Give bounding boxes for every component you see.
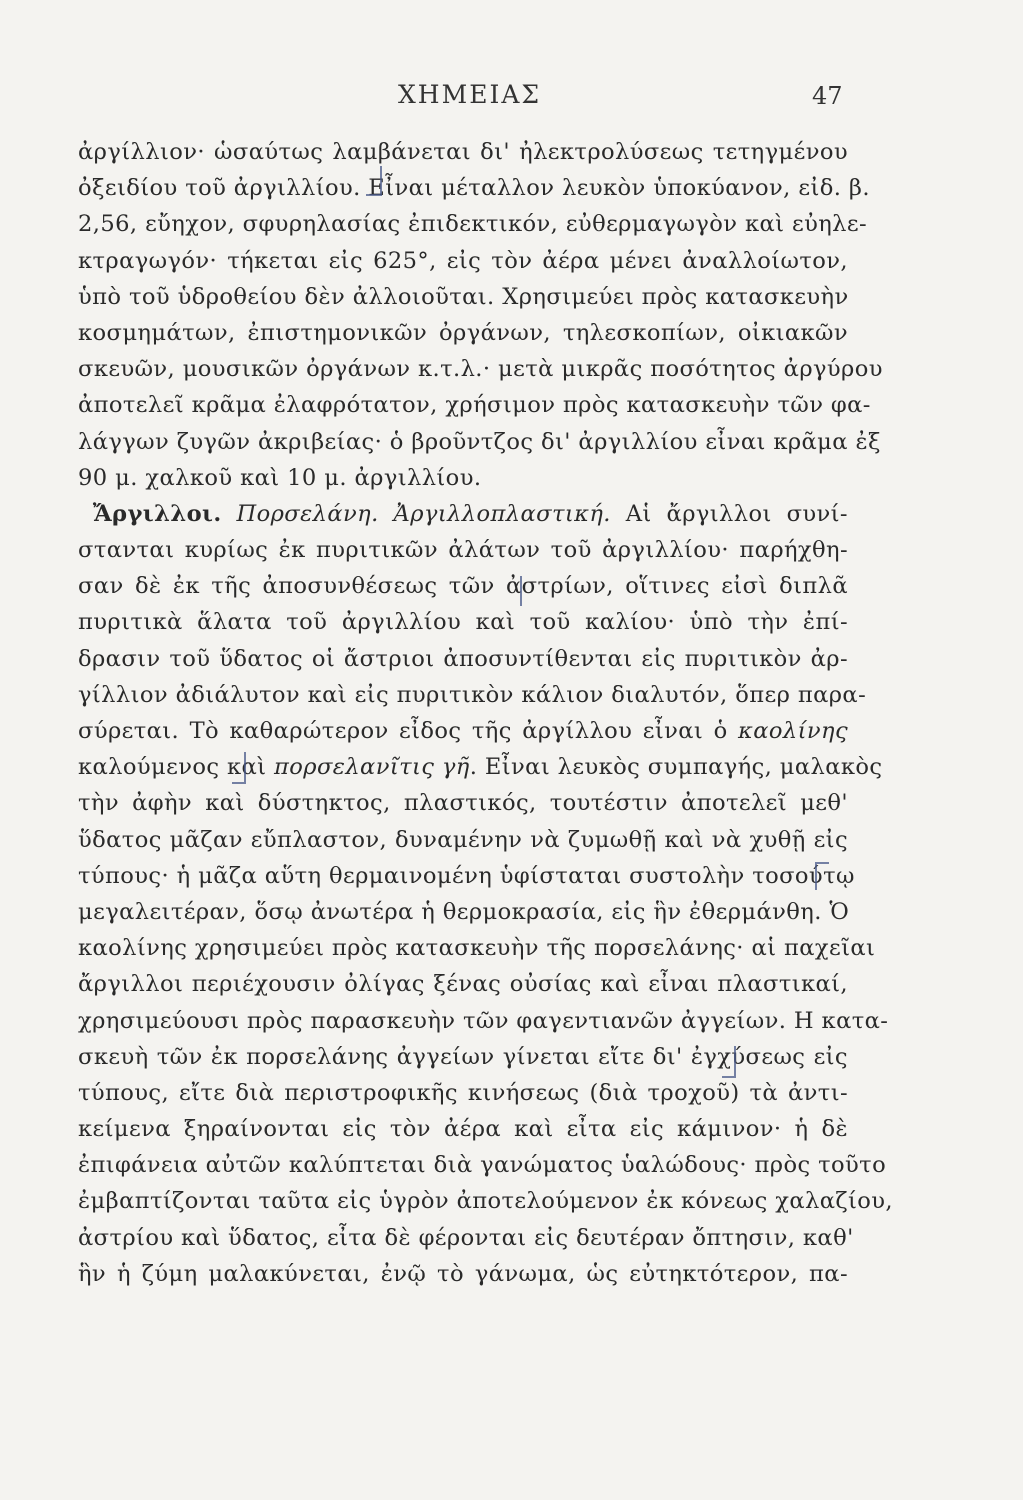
line-text: καλούμενος καὶ: [78, 754, 267, 781]
text-line: σκευὴ τῶν ἐκ πορσελάνης ἀγγείων γίνεται εἴτε δι' ἐγχύσεως εἰς: [78, 1043, 848, 1070]
text-line: ἀποτελεῖ κρᾶμα ἐλαφρότατον, χρήσιμον πρὸς κατασκευὴν τῶν φα-: [78, 392, 871, 419]
text-line: ἀργίλλιον· ὡσαύτως λαμβάνεται δι' ἠλεκτρολύσεως τετηγμένου: [78, 139, 848, 165]
entry-subtitle: Πορσελάνη. Ἀργιλλοπλαστική.: [236, 500, 611, 527]
term-porselanitis: πορσελανῖτις γῆ: [274, 754, 470, 781]
line-text: σύρεται. Τὸ καθαρώτερον εἶδος τῆς ἀργίλλου εἶναι ὁ: [78, 718, 728, 744]
running-header: [0, 80, 1023, 120]
text-line: λάγγων ζυγῶν ἀκριβείας· ὁ βροῦντζος δι' ἀργιλλίου εἶναι κρᾶμα ἐξ: [78, 428, 881, 455]
text-line: κοσμημάτων, ἐπιστημονικῶν ὀργάνων, τηλεσκοπίων, οἰκιακῶν: [78, 319, 848, 346]
line-text-tail: . Εἶναι λευκὸς συμπαγής, μαλακὸς: [469, 754, 883, 781]
text-line: ὕδατος μᾶζαν εὔπλαστον, δυναμένην νὰ ζυμωθῇ καὶ νὰ χυθῇ εἰς: [78, 826, 848, 853]
entry-heading-line: [78, 496, 848, 532]
pencil-bracket-mark: [722, 1046, 736, 1078]
text-line: ἐπιφάνεια αὐτῶν καλύπτεται διὰ γανώματος ὑαλώδους· πρὸς τοῦτο: [78, 1152, 887, 1179]
text-line: ἄργιλλοι περιέχουσιν ὀλίγας ξένας οὐσίας καὶ εἶναι πλαστικαί,: [78, 971, 848, 998]
text-line: ὀξειδίου τοῦ ἀργιλλίου. Εἶναι μέταλλον λευκὸν ὑποκύανον, εἰδ. β.: [78, 175, 870, 202]
text-line: τὴν ἀφὴν καὶ δύστηκτος, πλαστικός, τουτέστιν ἀποτελεῖ μεθ': [78, 790, 848, 817]
text-line: δρασιν τοῦ ὕδατος οἱ ἄστριοι ἀποσυντίθενται εἰς πυριτικὸν ἀρ-: [78, 645, 848, 672]
text-line: κτραγωγόν· τήκεται εἰς 625°, εἰς τὸν ἀέρα μένει ἀναλλοίωτον,: [78, 247, 848, 274]
text-line: κείμενα ξηραίνονται εἰς τὸν ἀέρα καὶ εἶτα εἰς κάμινον· ἡ δὲ: [78, 1116, 848, 1143]
text-line: χρησιμεύουσι πρὸς παρασκευὴν τῶν φαγεντιανῶν ἀγγείων. Η κατα-: [78, 1007, 889, 1034]
text-line: 2,56, εὔηχον, σφυρηλασίας ἐπιδεκτικόν, εὐθερμαγωγὸν καὶ εὐηλε-: [78, 211, 868, 238]
page-header-title: ΧΗΜΕΙΑΣ: [398, 80, 542, 109]
entry-head: Ἄργιλλοι.: [92, 500, 222, 527]
text-line: στανται κυρίως ἐκ πυριτικῶν ἀλάτων τοῦ ἀργιλλίου· παρήχθη-: [78, 537, 848, 564]
pencil-bracket-mark: [232, 752, 246, 784]
text-line: τύπους· ἡ μᾶζα αὕτη θερμαινομένη ὑφίσταται συστολὴν τοσούτῳ: [78, 862, 855, 889]
text-line: μεγαλειτέραν, ὅσῳ ἀνωτέρα ἡ θερμοκρασία, εἰς ἣν ἐθερμάνθη. Ὁ: [78, 898, 850, 925]
page-number: 47: [812, 82, 843, 110]
text-line: ὑπὸ τοῦ ὑδροθείου δὲν ἀλλοιοῦται. Χρησιμεύει πρὸς κατασκευὴν: [78, 283, 849, 310]
text-line: 90 μ. χαλκοῦ καὶ 10 μ. ἀργιλλίου.: [78, 464, 482, 491]
body-text: [78, 134, 893, 1292]
pencil-bracket-mark: [815, 862, 829, 890]
pencil-bracket-mark: [520, 576, 534, 606]
text-line: γίλλιον ἀδιάλυτον καὶ εἰς πυριτικὸν κάλιον διαλυτόν, ὅπερ παρα-: [78, 681, 867, 708]
text-line: τύπους, εἴτε διὰ περιστροφικῆς κινήσεως (διὰ τροχοῦ) τὰ ἀντι-: [78, 1079, 848, 1106]
text-line: σαν δὲ ἐκ τῆς ἀποσυνθέσεως τῶν ἀστρίων, οἵτινες εἰσὶ διπλᾶ: [78, 573, 848, 600]
text-line: σκευῶν, μουσικῶν ὀργάνων κ.τ.λ.· μετὰ μικρᾶς ποσότητος ἀργύρου: [78, 356, 883, 383]
text-line: ἐμβαπτίζονται ταῦτα εἰς ὑγρὸν ἀποτελούμενον ἐκ κόνεως χαλαζίου,: [78, 1188, 893, 1215]
text-line: πυριτικὰ ἅλατα τοῦ ἀργιλλίου καὶ τοῦ καλίου· ὑπὸ τὴν ἐπί-: [78, 609, 848, 636]
entry-rest: Αἱ ἄργιλλοι συνί-: [625, 500, 848, 527]
text-line-kaolin: [78, 713, 848, 749]
term-kaolinis: καολίνης: [738, 718, 848, 744]
pencil-bracket-mark: [366, 166, 382, 196]
text-line: ἀστρίου καὶ ὕδατος, εἶτα δὲ φέρονται εἰς δευτέραν ὄπτησιν, καθ': [78, 1224, 854, 1251]
text-line: καολίνης χρησιμεύει πρὸς κατασκευὴν τῆς πορσελάνης· αἱ παχεῖαι: [78, 935, 876, 962]
text-line-porselanitis: [78, 749, 883, 785]
text-line: ἣν ἡ ζύμη μαλακύνεται, ἐνῷ τὸ γάνωμα, ὡς εὐτηκτότερον, πα-: [78, 1260, 848, 1287]
